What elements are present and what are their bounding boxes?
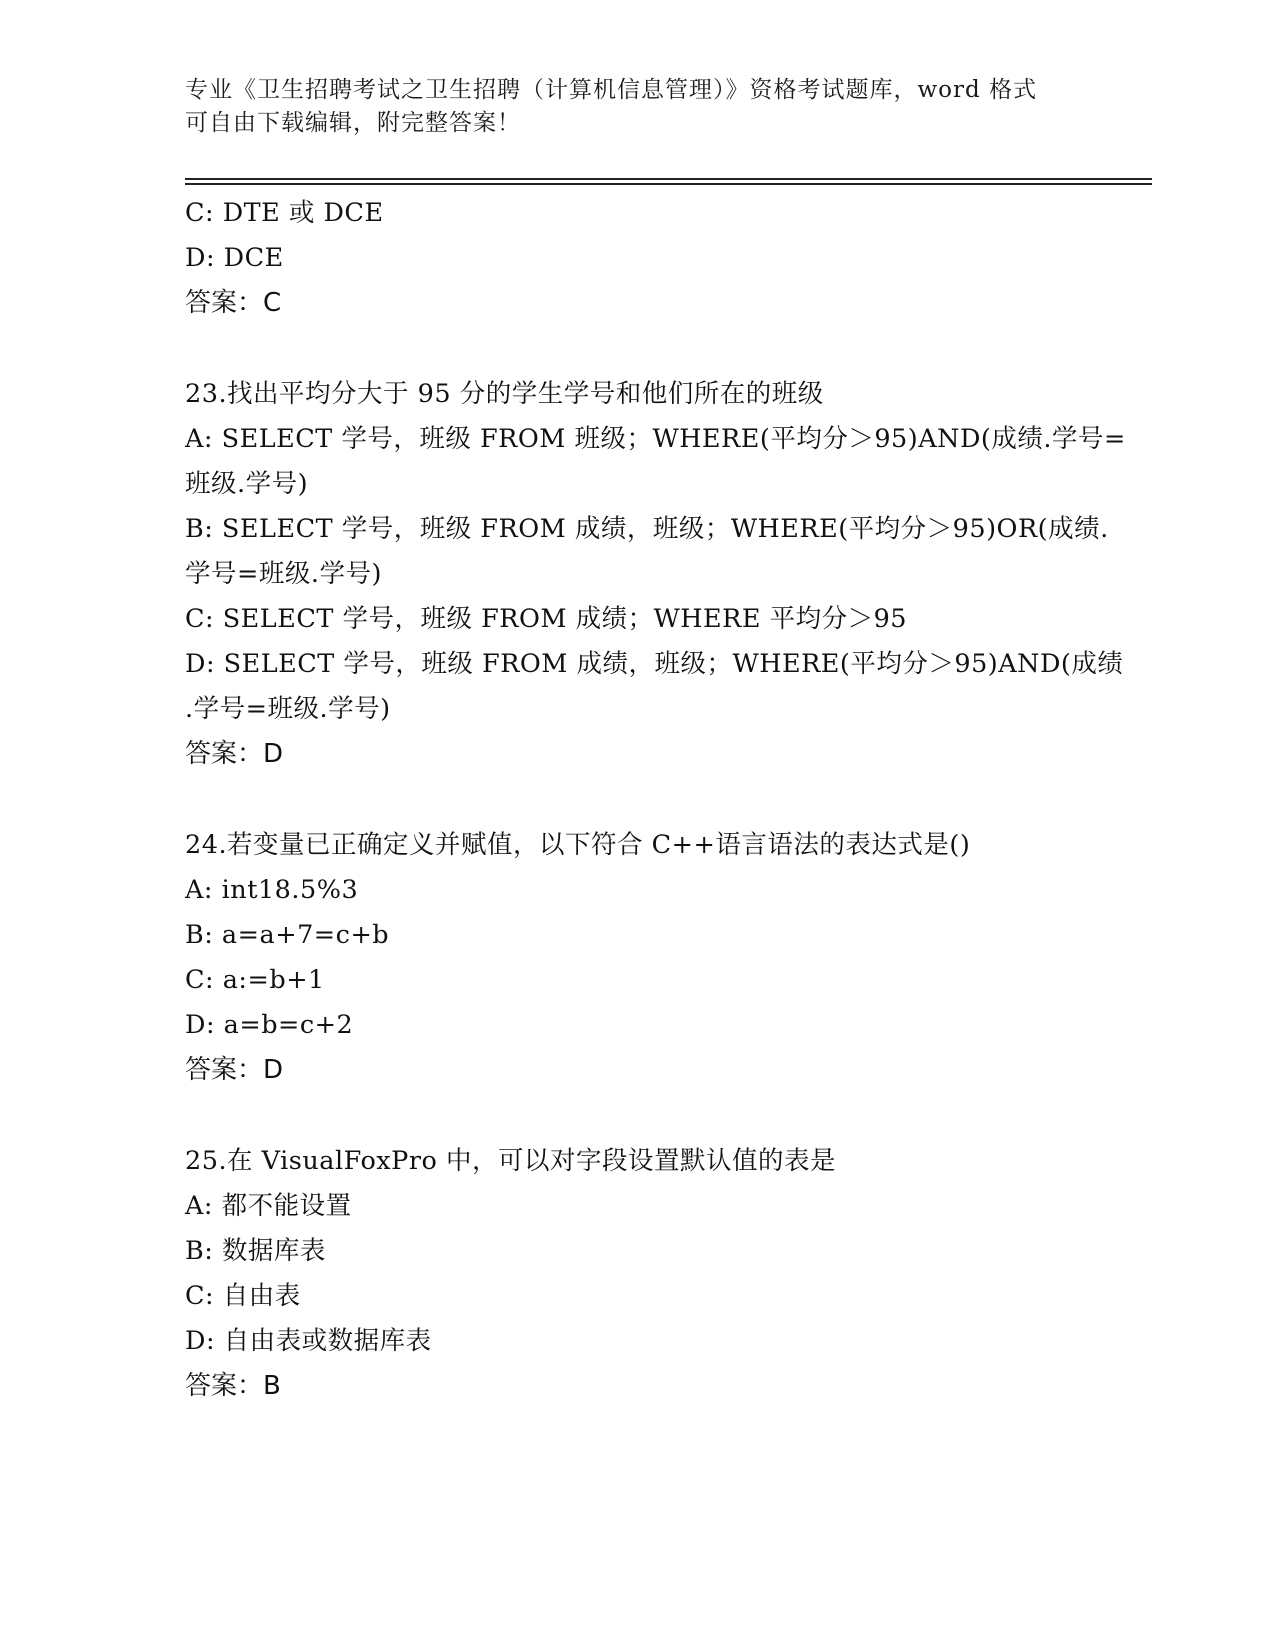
option-a: A: int18.5%3	[185, 875, 359, 905]
question-text: 24.若变量已正确定义并赋值，以下符合 C++语言语法的表达式是()	[185, 830, 971, 860]
option-c: C: a:=b+1	[185, 965, 325, 995]
header-line-1: 专业《卫生招聘考试之卫生招聘（计算机信息管理）》资格考试题库，word 格式	[185, 77, 1038, 103]
option-b: B: a=a+7=c+b	[185, 920, 390, 950]
option-b: B: 数据库表	[185, 1236, 326, 1266]
option-d: D: SELECT 学号，班级 FROM 成绩，班级；WHERE(平均分＞95)AND(成绩	[185, 649, 1124, 679]
option-d: D: 自由表或数据库表	[185, 1326, 432, 1356]
answer-line: 答案：D	[185, 739, 284, 769]
spacer	[185, 777, 1085, 823]
question-22-continued	[185, 191, 1085, 326]
answer-line: 答案：B	[185, 1371, 281, 1401]
header-rule-top	[185, 178, 1152, 180]
option-c: C: SELECT 学号，班级 FROM 成绩；WHERE 平均分＞95	[185, 604, 908, 634]
question-text: 23.找出平均分大于 95 分的学生学号和他们所在的班级	[185, 379, 824, 409]
option-a-continued: 班级.学号)	[185, 469, 309, 499]
spacer	[185, 326, 1085, 372]
question-24	[185, 823, 1085, 1093]
option-d: D: DCE	[185, 243, 284, 273]
header-line-2: 可自由下载编辑，附完整答案！	[185, 110, 521, 136]
option-a: A: 都不能设置	[185, 1191, 352, 1221]
question-25	[185, 1139, 1085, 1409]
question-content	[185, 191, 1126, 1409]
option-c: C: DTE 或 DCE	[185, 198, 384, 228]
option-d-continued: .学号=班级.学号)	[185, 694, 391, 724]
document-header	[185, 74, 1065, 140]
answer-line: 答案：C	[185, 288, 282, 318]
option-a: A: SELECT 学号，班级 FROM 班级；WHERE(平均分＞95)AND(成绩.学号=	[185, 424, 1126, 454]
option-d: D: a=b=c+2	[185, 1010, 354, 1040]
header-rule-bottom	[185, 183, 1152, 185]
option-c: C: 自由表	[185, 1281, 301, 1311]
option-b-continued: 学号=班级.学号)	[185, 559, 382, 589]
option-b: B: SELECT 学号，班级 FROM 成绩，班级；WHERE(平均分＞95)OR(成绩.	[185, 514, 1109, 544]
question-text: 25.在 VisualFoxPro 中，可以对字段设置默认值的表是	[185, 1146, 836, 1176]
spacer	[185, 1093, 1085, 1139]
answer-line: 答案：D	[185, 1055, 284, 1085]
question-23	[185, 372, 1126, 777]
